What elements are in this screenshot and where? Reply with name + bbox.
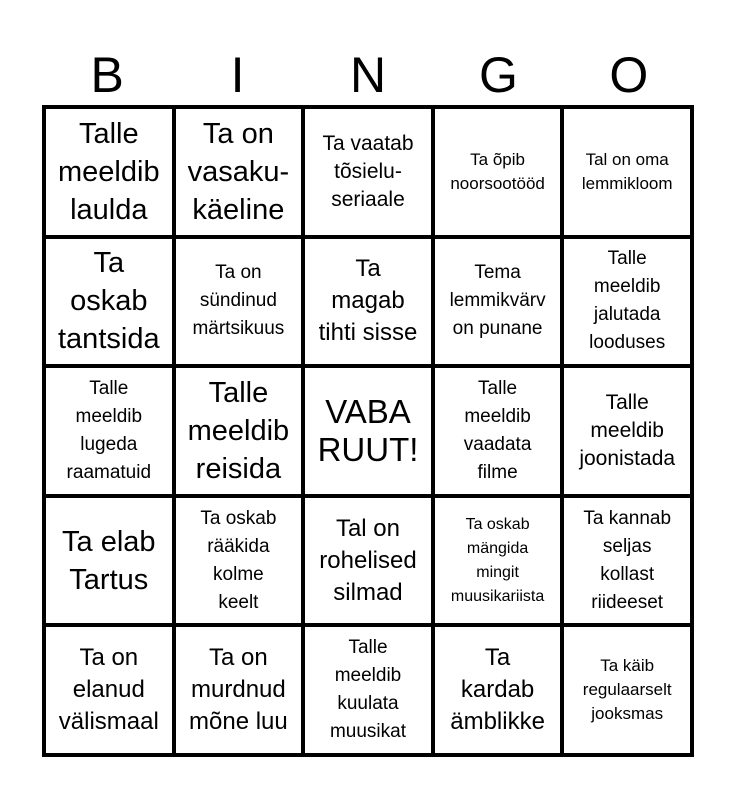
bingo-cell-r4-c3[interactable] [303, 496, 433, 626]
bingo-cell-r4-c2[interactable] [174, 496, 304, 626]
header-letter-n: N [349, 47, 387, 103]
cell-text: Ta on sündinud märtsikuus [192, 262, 285, 340]
cell-text: Talle meeldib lugeda raamatuid [66, 377, 152, 483]
cell-text: Ta oskab mängida mingit muusikariista [450, 515, 545, 605]
cell-text: Ta vaatab tõsielu- seriaale [322, 131, 414, 211]
bingo-cell-r3-c4[interactable] [433, 366, 563, 496]
bingo-cell-r1-c5[interactable] [562, 107, 692, 237]
cell-text: Ta on murdnud mõne luu [189, 644, 288, 736]
bingo-cell-r2-c1[interactable] [44, 237, 174, 367]
cell-text: Ta kardab ämblikke [450, 644, 545, 736]
bingo-board [42, 105, 694, 757]
cell-text: Ta kannab seljas kollast riideeset [583, 507, 672, 613]
cell-text: Tal on oma lemmikloom [581, 149, 673, 193]
bingo-cell-r4-c5[interactable] [562, 496, 692, 626]
cell-text: Talle meeldib laulda [58, 117, 160, 226]
header-letter-i: I [230, 47, 245, 103]
bingo-cell-r2-c3[interactable] [303, 237, 433, 367]
bingo-cell-r3-c1[interactable] [44, 366, 174, 496]
bingo-cell-r3-c2[interactable] [174, 366, 304, 496]
cell-text: Ta oskab rääkida kolme keelt [200, 507, 277, 613]
bingo-cell-r5-c3[interactable] [303, 625, 433, 755]
free-space-text: VABA RUUT! [317, 392, 419, 468]
bingo-cell-r5-c4[interactable] [433, 625, 563, 755]
bingo-cell-r1-c2[interactable] [174, 107, 304, 237]
cell-text: Talle meeldib joonistada [579, 390, 676, 470]
bingo-cell-r5-c5[interactable] [562, 625, 692, 755]
cell-text: Tema lemmikvärv on punane [449, 262, 546, 340]
bingo-cell-r3-c3-free[interactable] [303, 366, 433, 496]
bingo-cell-r1-c3[interactable] [303, 107, 433, 237]
cell-text: Ta õpib noorsootööd [450, 149, 545, 193]
bingo-header [42, 46, 694, 104]
bingo-cell-r2-c2[interactable] [174, 237, 304, 367]
cell-text: Talle meeldib jalutada looduses [589, 248, 666, 354]
bingo-cell-r4-c1[interactable] [44, 496, 174, 626]
cell-text: Ta magab tihti sisse [318, 255, 418, 347]
bingo-cell-r2-c4[interactable] [433, 237, 563, 367]
cell-text: Tal on rohelised silmad [319, 514, 417, 606]
header-letter-b: B [90, 47, 124, 103]
bingo-cell-r4-c4[interactable] [433, 496, 563, 626]
cell-text: Ta on elanud välismaal [58, 644, 159, 736]
cell-text: Ta elab Tartus [62, 525, 156, 596]
bingo-cell-r3-c5[interactable] [562, 366, 692, 496]
cell-text: Ta on vasaku- käeline [187, 117, 290, 226]
bingo-cell-r2-c5[interactable] [562, 237, 692, 367]
cell-text: Talle meeldib vaadata filme [463, 377, 532, 483]
cell-text: Ta käib regulaarselt jooksmas [582, 656, 672, 724]
cell-text: Talle meeldib kuulata muusikat [329, 637, 406, 743]
header-letter-g: G [478, 47, 518, 103]
bingo-cell-r1-c4[interactable] [433, 107, 563, 237]
cell-text: Talle meeldib reisida [187, 376, 290, 485]
bingo-cell-r1-c1[interactable] [44, 107, 174, 237]
bingo-cell-r5-c2[interactable] [174, 625, 304, 755]
bingo-cell-r5-c1[interactable] [44, 625, 174, 755]
header-letter-o: O [609, 47, 649, 103]
cell-text: Ta oskab tantsida [58, 247, 160, 356]
